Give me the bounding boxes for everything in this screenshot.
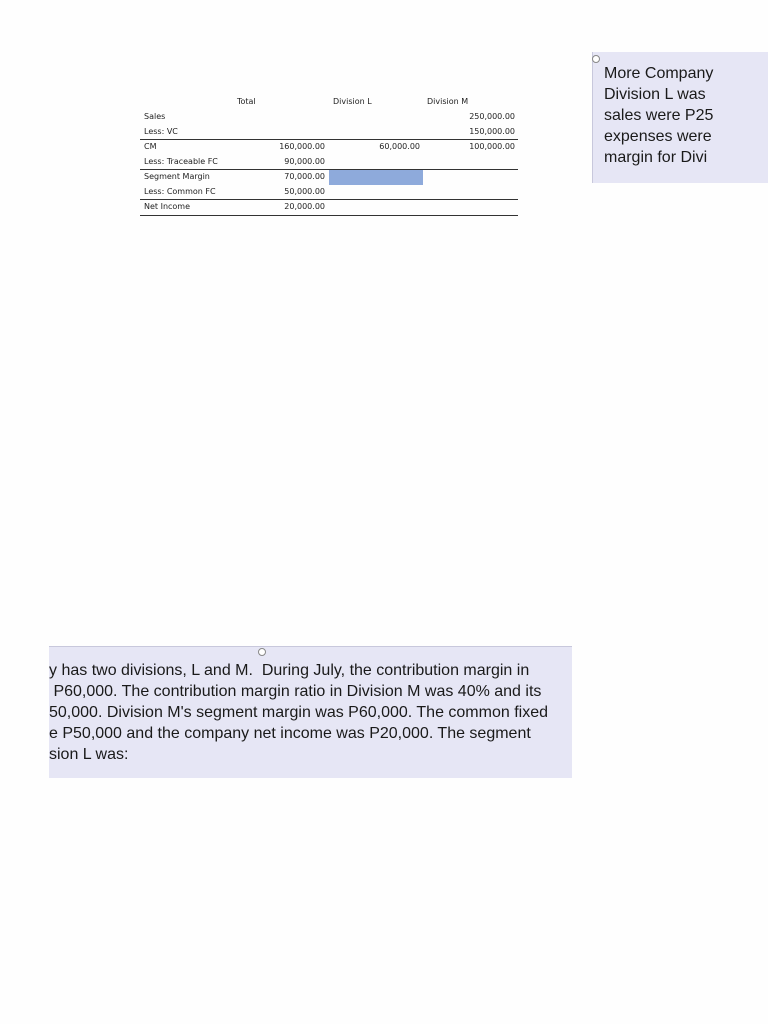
table-header-row (140, 96, 518, 110)
row-label: Less: Common FC (144, 186, 216, 196)
row-label: Segment Margin (144, 172, 210, 181)
cell-total: 70,000.00 (284, 172, 325, 181)
cell-total: 20,000.00 (284, 202, 325, 211)
table-row-sales[interactable] (140, 110, 518, 125)
row-label: CM (144, 142, 157, 151)
table-row-net-income[interactable] (140, 199, 518, 215)
table-bottom-border (140, 215, 518, 216)
row-label: Less: Traceable FC (144, 156, 218, 166)
cell-division-m: 250,000.00 (469, 112, 515, 121)
table-row-less-vc[interactable] (140, 125, 518, 140)
text-box-right-content[interactable] (604, 63, 768, 168)
resize-handle-icon[interactable] (592, 55, 600, 63)
table-row-traceable-fc[interactable] (140, 155, 518, 170)
text-line: margin for Divi (604, 149, 708, 166)
row-label: Sales (144, 112, 166, 121)
table-row-common-fc[interactable] (140, 185, 518, 200)
text-line: More Company (604, 65, 714, 82)
text-line: e P50,000 and the company net income was P20,000. The segment (49, 725, 531, 742)
text-line: expenses were (604, 128, 712, 145)
cell-total: 90,000.00 (284, 156, 325, 166)
rotate-handle-icon[interactable] (258, 648, 266, 656)
row-label: Less: VC (144, 126, 178, 136)
text-box-bottom-content[interactable] (49, 660, 569, 765)
text-line: 50,000. Division M's segment margin was P60,000. The common fixed (49, 704, 548, 721)
selected-cell-division-l[interactable] (329, 170, 423, 185)
spreadsheet-table (140, 96, 518, 216)
header-division-m: Division M (427, 97, 469, 106)
row-label: Net Income (144, 202, 191, 211)
cell-division-m: 100,000.00 (469, 142, 515, 151)
text-line: P60,000. The contribution margin ratio in Division M was 40% and its (49, 683, 542, 700)
cell-total: 160,000.00 (279, 142, 325, 151)
text-line: sales were P25 (604, 107, 714, 124)
cell-division-l: 60,000.00 (379, 142, 420, 151)
text-line: sion L was: (49, 746, 129, 763)
table-row-segment-margin[interactable] (140, 169, 518, 185)
text-box-bottom[interactable] (49, 646, 572, 778)
header-division-l: Division L (333, 97, 372, 106)
header-total: Total (237, 97, 256, 106)
table-row-cm[interactable] (140, 139, 518, 155)
cell-total: 50,000.00 (284, 186, 325, 196)
cell-division-m: 150,000.00 (469, 126, 515, 136)
text-line: Division L was (604, 86, 706, 103)
text-line: y has two divisions, L and M. During July, the contribution margin in (49, 662, 530, 679)
text-box-right[interactable] (592, 52, 768, 183)
